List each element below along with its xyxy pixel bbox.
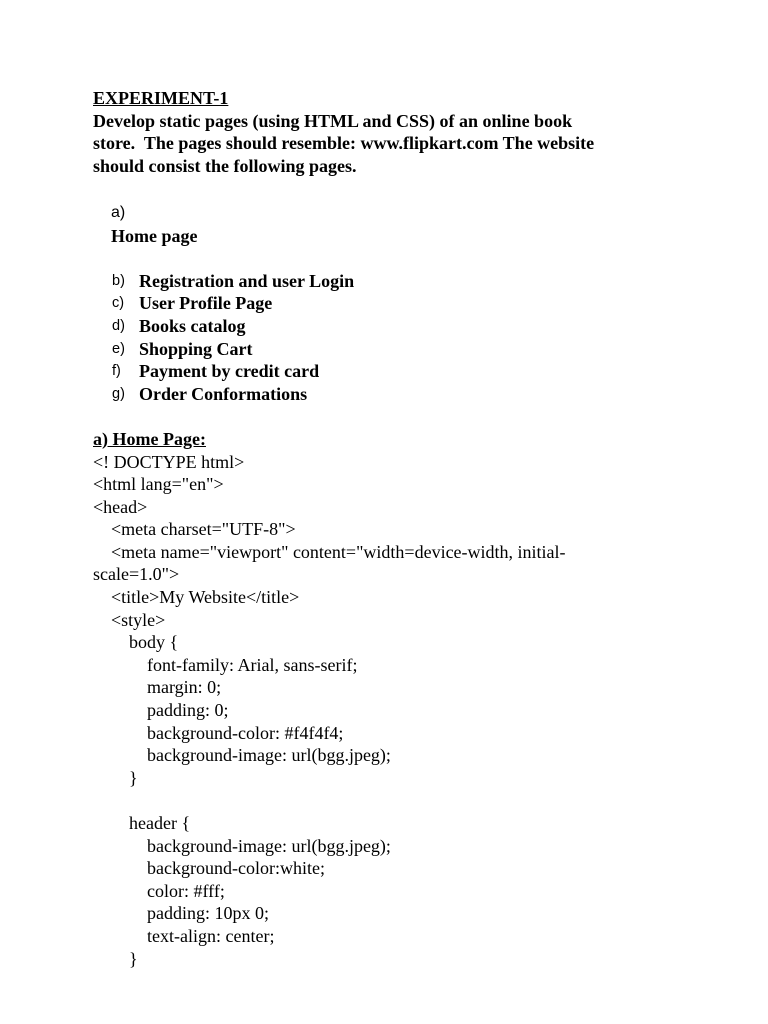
list-item-label: Books catalog [139, 315, 246, 336]
code-line: <style> [93, 609, 166, 630]
intro-line-1: Develop static pages (using HTML and CSS) of an online book [93, 110, 573, 131]
list-item [93, 360, 713, 383]
code-line: scale=1.0"> [93, 564, 180, 585]
list-item [93, 383, 713, 406]
blank-line [93, 405, 713, 428]
list-marker: g) [112, 385, 125, 402]
code-line: <head> [93, 496, 148, 517]
list-marker: a) [111, 203, 126, 221]
list-item-label: Payment by credit card [139, 361, 320, 382]
code-line: background-image: url(bgg.jpeg); [93, 835, 391, 856]
code-line: <! DOCTYPE html> [93, 451, 245, 472]
code-line: padding: 10px 0; [93, 903, 269, 924]
code-line: background-image: url(bgg.jpeg); [93, 745, 391, 766]
intro-line-3: should consist the following pages. [93, 155, 357, 176]
code-line: <meta charset="UTF-8"> [93, 519, 296, 540]
list-marker: f) [112, 363, 121, 380]
code-line: padding: 0; [93, 700, 229, 721]
code-line: <html lang="en"> [93, 474, 224, 495]
code-line: <title>My Website</title> [93, 587, 300, 608]
list-item-label: User Profile Page [139, 293, 273, 314]
code-line: body { [93, 632, 179, 653]
list-item [93, 338, 713, 361]
code-listing [93, 451, 713, 971]
code-line: margin: 0; [93, 677, 222, 698]
list-item-label: Shopping Cart [139, 338, 253, 359]
list-item [93, 270, 713, 293]
list-item-label: Order Conformations [139, 383, 308, 404]
list-item-home [93, 177, 713, 269]
list-marker: c) [112, 295, 125, 312]
code-line [93, 789, 713, 812]
code-line: color: #fff; [93, 880, 225, 901]
list-marker: b) [112, 272, 125, 289]
code-line: header { [93, 813, 191, 833]
experiment-title: EXPERIMENT-1 [93, 88, 229, 108]
list-item-label: Registration and user Login [139, 270, 355, 291]
code-line: <meta name="viewport" content="width=device-width, initial- [93, 541, 566, 562]
section-heading: a) Home Page: [93, 428, 206, 449]
list-marker: e) [112, 340, 125, 357]
code-line: background-color: #f4f4f4; [93, 722, 344, 743]
list-marker: d) [112, 317, 125, 334]
list-item [93, 292, 713, 315]
code-line: text-align: center; [93, 925, 275, 946]
code-line: background-color:white; [93, 858, 325, 879]
document-body [93, 87, 713, 970]
list-item-label: Home page [111, 225, 198, 246]
code-line: } [93, 767, 138, 788]
code-line: font-family: Arial, sans-serif; [93, 654, 358, 675]
list-item [93, 315, 713, 338]
code-line: } [93, 948, 138, 969]
intro-line-2: store. The pages should resemble: www.flipkart.com The website [93, 133, 595, 154]
page-list [93, 270, 713, 406]
